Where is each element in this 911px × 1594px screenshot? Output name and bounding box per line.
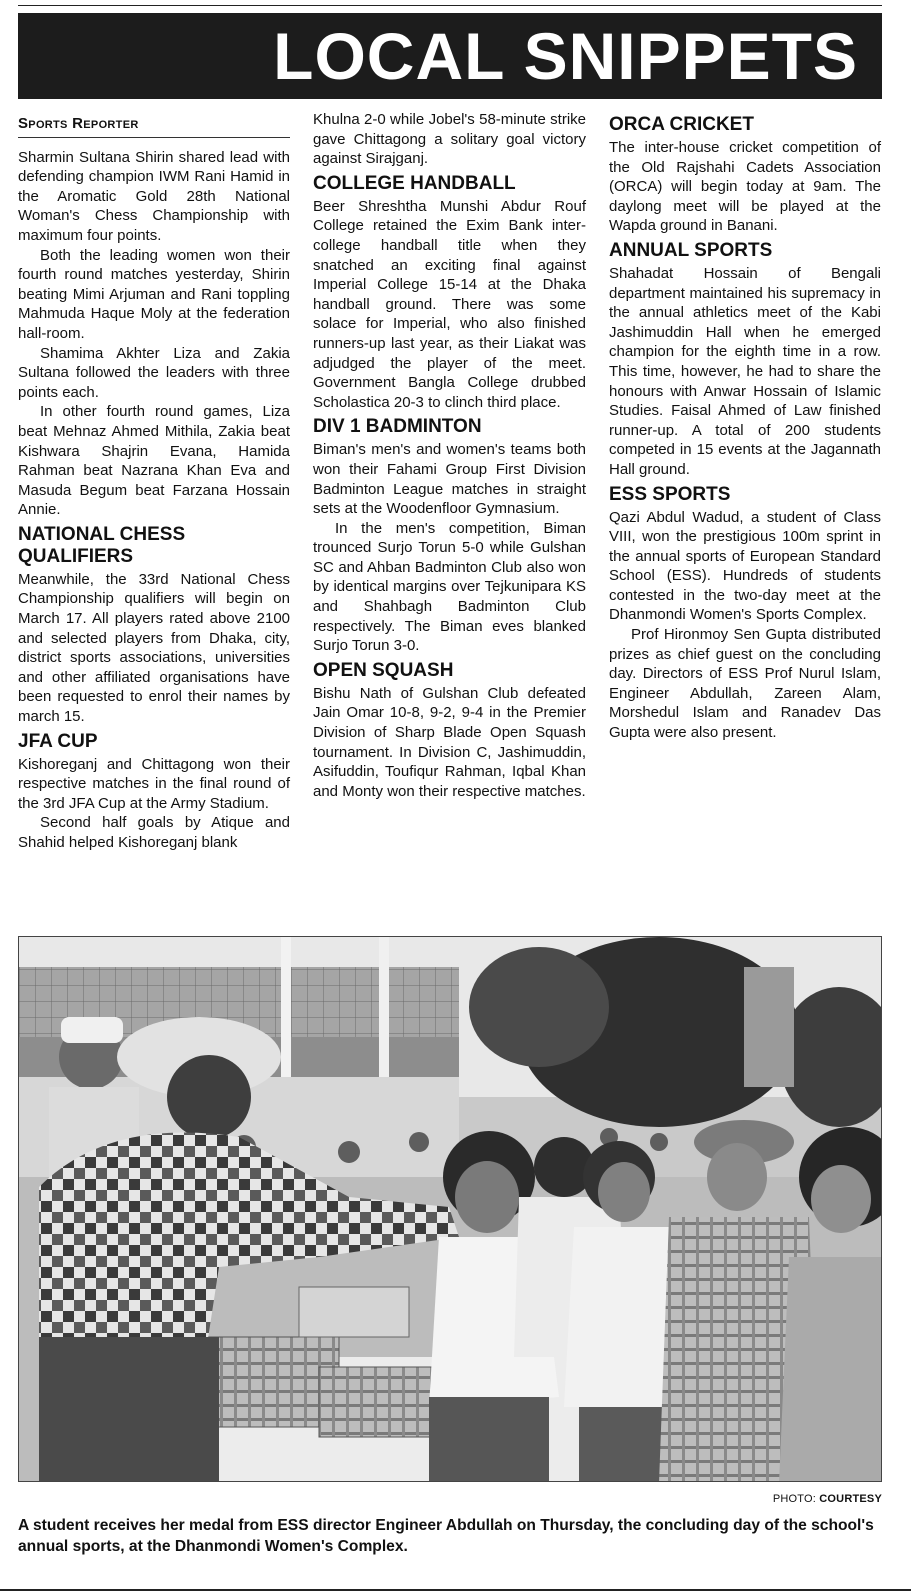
heading-college-handball: COLLEGE HANDBALL bbox=[313, 172, 516, 194]
heading-div1-badminton: DIV 1 BADMINTON bbox=[313, 416, 482, 438]
news-photo bbox=[18, 936, 882, 1482]
badminton-paragraph-2: In the men's competition, Biman trounced Surjo Torun 5-0 while Gulshan SC and Ahban Badminton Club also won by identical margins over Tejkunipara KS and Shahbagh Badminton Club respectively. The Biman eves blanked Surjo Torun 3-0. bbox=[313, 519, 586, 655]
heading-open-squash: OPEN SQUASH bbox=[313, 659, 454, 681]
ess-paragraph-2: Prof Hironmoy Sen Gupta distributed prizes as chief guest on the concluding day. Directors of ESS Prof Nurul Islam, Engineer Abdullah, Zareen Alam, Morshedul Islam and Ranadev Das Gupta were also present. bbox=[609, 626, 881, 742]
jfa-paragraph-2: Second half goals by Atique and Shahid helped Kishoreganj blank bbox=[18, 814, 290, 851]
photo-credit bbox=[773, 1493, 882, 1505]
heading-national-chess-qualifiers: NATIONAL CHESS QUALIFIERS bbox=[18, 523, 186, 567]
heading-ess-sports: ESS SPORTS bbox=[609, 483, 731, 505]
squash-paragraph: Bishu Nath of Gulshan Club defeated Jain Omar 10-8, 9-2, 9-4 in the Premier Division of Sharp Blade Open Squash tournament. In Division C, Jashimuddin, Asifuddin, Toufiqur Rahman, Iqbal Khan and Monty won their respective matches. bbox=[313, 684, 586, 800]
bottom-rule bbox=[0, 1589, 911, 1591]
chess-paragraph-3: Shamima Akhter Liza and Zakia Sultana followed the leaders with three points each. bbox=[18, 344, 290, 401]
ess-paragraph-1: Qazi Abdul Wadud, a student of Class VIII, won the prestigious 100m sprint in the annual sports of European Standard School (ESS). Hundreds of students contested in the two-day meet at the Dhanmondi Women's Sports Complex. bbox=[609, 508, 881, 624]
photo-illustration bbox=[19, 937, 882, 1482]
chess-intro-paragraph: Sharmin Sultana Shirin shared lead with defending champion IWM Rani Hamid in the Aromatic Gold 28th National Woman's Chess Championship with maximum four points. bbox=[18, 148, 290, 244]
orca-paragraph: The inter-house cricket competition of the Old Rajshahi Cadets Association (ORCA) will begin today at 9am. The daylong meet will be played at the Wapda ground in Banani. bbox=[609, 139, 881, 235]
chess-paragraph-2: Both the leading women won their fourth round matches yesterday, Shirin beating Mimi Arjuman and Rani toppling Mahmuda Haque Moly at the federation hall-room. bbox=[18, 246, 290, 342]
annual-sports-paragraph: Shahadat Hossain of Bengali department maintained his supremacy in the annual athletics meet of the Kabi Jashimuddin Hall when he emerged champion for the eighth time in a row. This time, however, he had to share the honours with Anwar Hossain of Islamic Studies. Faisal Ahmed of Law finished runner-up. A total of 200 students competed in 15 events at the Jagannath Hall ground. bbox=[609, 264, 881, 478]
column-3 bbox=[609, 110, 881, 743]
heading-orca-cricket: ORCA CRICKET bbox=[609, 114, 754, 135]
section-title: LOCAL SNIPPETS bbox=[273, 19, 858, 93]
byline: Sports Reporter bbox=[18, 110, 290, 138]
heading-annual-sports: ANNUAL SPORTS bbox=[609, 239, 773, 261]
photo-caption: A student receives her medal from ESS director Engineer Abdullah on Thursday, the concluding day of the school's annual sports, at the Dhanmondi Women's Complex. bbox=[18, 1517, 874, 1555]
column-2 bbox=[313, 110, 586, 801]
chess-qualifiers-paragraph: Meanwhile, the 33rd National Chess Championship qualifiers will begin on March 17. All players rated above 2100 and selected players from Dhaka, city, district sports associations, universities and other affiliated organisations have been requested to enrol their names by march 15. bbox=[18, 570, 290, 726]
heading-jfa-cup: JFA CUP bbox=[18, 730, 98, 752]
section-banner bbox=[18, 13, 882, 99]
column-1 bbox=[18, 110, 290, 853]
handball-paragraph: Beer Shreshtha Munshi Abdur Rouf College retained the Exim Bank inter-college handball title when they snatched an exciting final against Imperial College 15-14 at the Dhaka handball ground. There was some solace for Imperial, who also finished runners-up last year, as their Liakat was adjudged the player of the meet. Government Bangla College drubbed Scholastica 20-3 to clinch third place. bbox=[313, 197, 586, 411]
top-rule bbox=[18, 5, 882, 6]
badminton-paragraph-1: Biman's men's and women's teams both won their Fahami Group First Division Badminton League matches in straight sets at the Woodenfloor Gymnasium. bbox=[313, 441, 586, 518]
chess-paragraph-4: In other fourth round games, Liza beat Mehnaz Ahmed Mithila, Zakia beat Kishwara Shajrin Evana, Hamida Rahman beat Nazrana Khan Eva and Masuda Begum beat Farzana Hossain Annie. bbox=[18, 403, 290, 519]
photo-credit-label: PHOTO: bbox=[772, 1493, 817, 1505]
jfa-continued-paragraph: Khulna 2-0 while Jobel's 58-minute strike gave Chittagong a solitary goal victory against Sirajganj. bbox=[313, 111, 586, 168]
photo-credit-name: COURTESY bbox=[819, 1493, 882, 1505]
jfa-paragraph-1: Kishoreganj and Chittagong won their respective matches in the final round of the 3rd JFA Cup at the Army Stadium. bbox=[18, 755, 290, 812]
